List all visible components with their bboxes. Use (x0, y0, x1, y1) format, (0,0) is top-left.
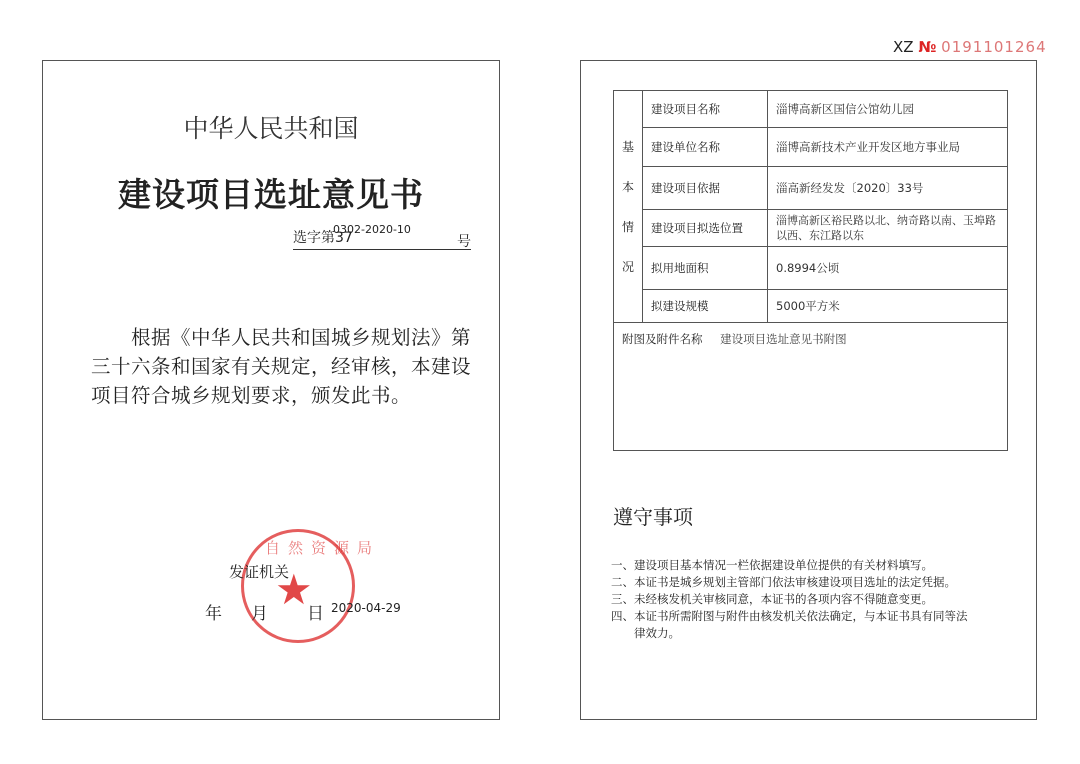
serial-digits: 0191101264 (941, 38, 1047, 56)
section-char: 基 (621, 139, 634, 154)
row-label: 建设项目名称 (643, 91, 768, 128)
year-label: 年 (205, 604, 222, 624)
row-value: 淄博高新技术产业开发区地方事业局 (768, 128, 1008, 167)
row-label: 拟用地面积 (643, 247, 768, 290)
row-label: 建设单位名称 (643, 128, 768, 167)
certificate-number (293, 223, 471, 250)
number-prefix: 选字第37 (293, 230, 353, 246)
rule-item: 一、建设项目基本情况一栏依据建设单位提供的有关材料填写。 (611, 558, 933, 572)
table-row (614, 247, 1008, 290)
table-row (614, 91, 1008, 128)
row-value: 5000平方米 (768, 290, 1008, 323)
basic-info-table (613, 90, 1008, 451)
observe-title: 遵守事项 (613, 505, 693, 529)
table-row (614, 290, 1008, 323)
section-char: 况 (621, 259, 634, 274)
row-value: 淄高新经发发〔2020〕33号 (768, 167, 1008, 210)
attachment-row (614, 323, 1008, 451)
day-label: 日 (307, 604, 324, 624)
rules-list (611, 557, 968, 642)
section-label (614, 91, 643, 323)
issue-date: 2020-04-29 (331, 601, 401, 615)
certificate-left-page (42, 60, 500, 720)
serial-prefix: XZ (893, 38, 914, 56)
body-text: 根据《中华人民共和国城乡规划法》第三十六条和国家有关规定，经审核，本建设项目符合城乡规划要求，颁发此书。 (91, 326, 472, 407)
serial-number (893, 38, 1047, 56)
certificate-right-page (580, 60, 1037, 720)
rule-item: 三、未经核发机关审核同意，本证书的各项内容不得随意变更。 (611, 592, 933, 606)
rule-item: 四、本证书所需附图与附件由核发机关依法确定，与本证书具有同等法 (611, 609, 968, 623)
document-title: 建设项目选址意见书 (118, 175, 424, 214)
section-char: 本 (621, 179, 634, 194)
row-label: 拟建设规模 (643, 290, 768, 323)
number-suffix: 号 (457, 234, 471, 250)
month-label: 月 (251, 604, 268, 624)
table-row (614, 167, 1008, 210)
row-label: 建设项目拟选位置 (643, 210, 768, 247)
row-value: 淄博高新区裕民路以北、纳奇路以南、玉埠路以西、东江路以东 (768, 210, 1008, 247)
serial-no-sign: № (918, 38, 937, 56)
rule-item: 二、本证书是城乡规划主管部门依法审核建设项目选址的法定凭据。 (611, 575, 956, 589)
seal-text: 自然资源局 (265, 539, 381, 557)
country-name: 中华人民共和国 (183, 114, 359, 143)
number-value: 0302-2020-10 (333, 223, 411, 236)
attachment-label: 附图及附件名称 (622, 332, 703, 346)
attachment-cell (614, 323, 1008, 451)
row-label: 建设项目依据 (643, 167, 768, 210)
table-row (614, 128, 1008, 167)
rule-item: 律效力。 (611, 626, 680, 640)
row-value: 0.8994公顷 (768, 247, 1008, 290)
row-value: 淄博高新区国信公馆幼儿园 (768, 91, 1008, 128)
attachment-value: 建设项目选址意见书附图 (720, 332, 847, 346)
issuer-label: 发证机关 (229, 563, 290, 581)
table-row (614, 210, 1008, 247)
star-icon: ★ (275, 565, 313, 614)
section-char: 情 (621, 219, 634, 234)
